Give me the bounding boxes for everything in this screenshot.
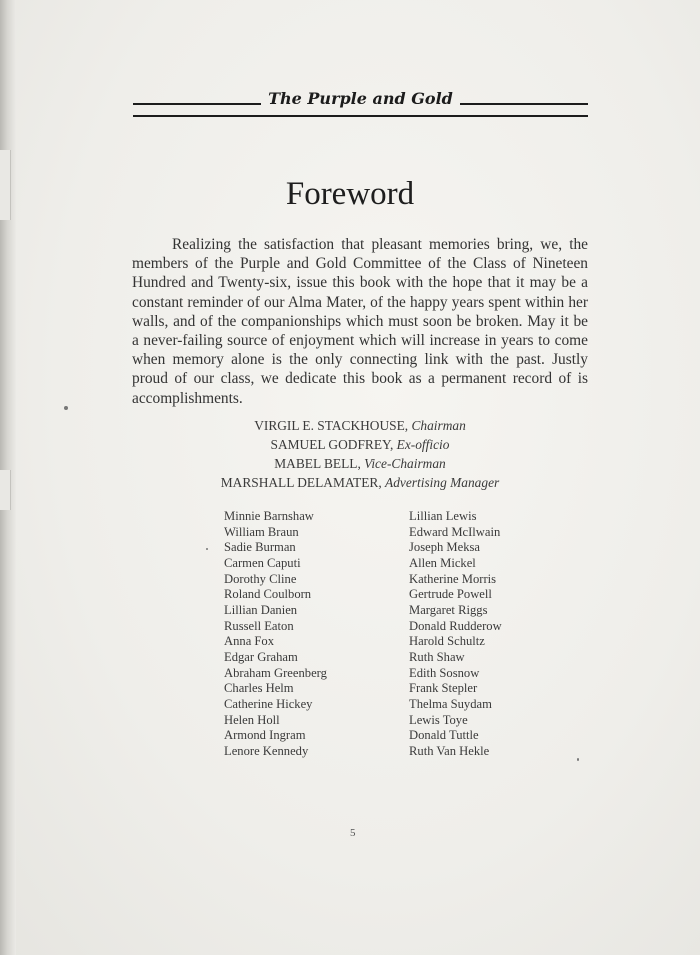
page-title: Foreword	[285, 176, 415, 212]
officer-line: SAMUEL GODFREY, Ex-officio	[270, 437, 450, 452]
member-name: Sadie Burman	[224, 540, 296, 555]
member-name: Thelma Suydam	[409, 696, 492, 711]
member-name: Ruth Van Hekle	[409, 743, 490, 758]
member-name: Anna Fox	[224, 634, 275, 649]
officer-line: VIRGIL E. STACKHOUSE, Chairman	[254, 418, 466, 433]
member-name: Frank Stepler	[409, 681, 478, 696]
member-name: Minnie Barnshaw	[224, 509, 314, 523]
member-name: Katherine Morris	[409, 571, 497, 586]
member-name: William Braun	[224, 524, 299, 539]
officer-list	[140, 416, 580, 492]
member-name: Allen Mickel	[409, 555, 476, 570]
member-name: Lenore Kennedy	[224, 743, 309, 758]
member-name: Edward McIlwain	[409, 524, 501, 539]
page-number: 5	[350, 827, 356, 839]
member-name: Helen Holl	[224, 712, 280, 727]
member-name: Donald Tuttle	[409, 728, 479, 743]
page-header	[133, 91, 588, 121]
member-name: Edith Sosnow	[409, 665, 480, 680]
officer-line: MARSHALL DELAMATER, Advertising Manager	[220, 475, 500, 490]
member-name: Roland Coulborn	[224, 587, 312, 602]
member-name: Catherine Hickey	[224, 696, 313, 711]
member-name: Lillian Danien	[224, 602, 298, 617]
officer-line: MABEL BELL, Vice-Chairman	[274, 456, 446, 471]
member-name: Carmen Caputi	[224, 555, 301, 570]
running-title: The Purple and Gold	[268, 89, 453, 108]
paper-speck	[577, 758, 579, 761]
member-name: Harold Schultz	[409, 634, 485, 649]
member-name: Charles Helm	[224, 681, 294, 696]
member-list-right	[409, 509, 502, 760]
member-name: Gertrude Powell	[409, 587, 492, 602]
member-name: Dorothy Cline	[224, 571, 297, 586]
member-name: Joseph Meksa	[409, 540, 481, 555]
member-name: Russell Eaton	[224, 618, 294, 633]
member-name: Edgar Graham	[224, 649, 298, 664]
member-name: Lillian Lewis	[409, 509, 477, 523]
member-name: Armond Ingram	[224, 728, 306, 743]
member-name: Donald Rudderow	[409, 618, 502, 633]
member-name: Abraham Greenberg	[224, 665, 327, 680]
paper-speck	[206, 548, 208, 550]
torn-edge	[0, 470, 11, 510]
paper-speck	[64, 406, 68, 410]
member-name: Margaret Riggs	[409, 602, 488, 617]
member-name: Lewis Toye	[409, 712, 468, 727]
member-name: Ruth Shaw	[409, 649, 465, 664]
member-list-left	[224, 509, 327, 760]
foreword-paragraph: Realizing the satisfaction that pleasant memories bring, we, the members of the Purple and Gold Committee of the Class of Nineteen Hundred and Twenty-six, issue this book with the hope that it may be a constant reminder of our Alma Mater, of the happy years spent within her walls, and of the companionships which must soon be broken. May it be a never-failing source of enjoyment which will increase in years to come when memory alone is the only connecting link with the past. Justly proud of our class, we dedicate this book as a permanent record of is accomplishments.	[132, 236, 588, 407]
header-rule-bottom	[133, 115, 588, 117]
